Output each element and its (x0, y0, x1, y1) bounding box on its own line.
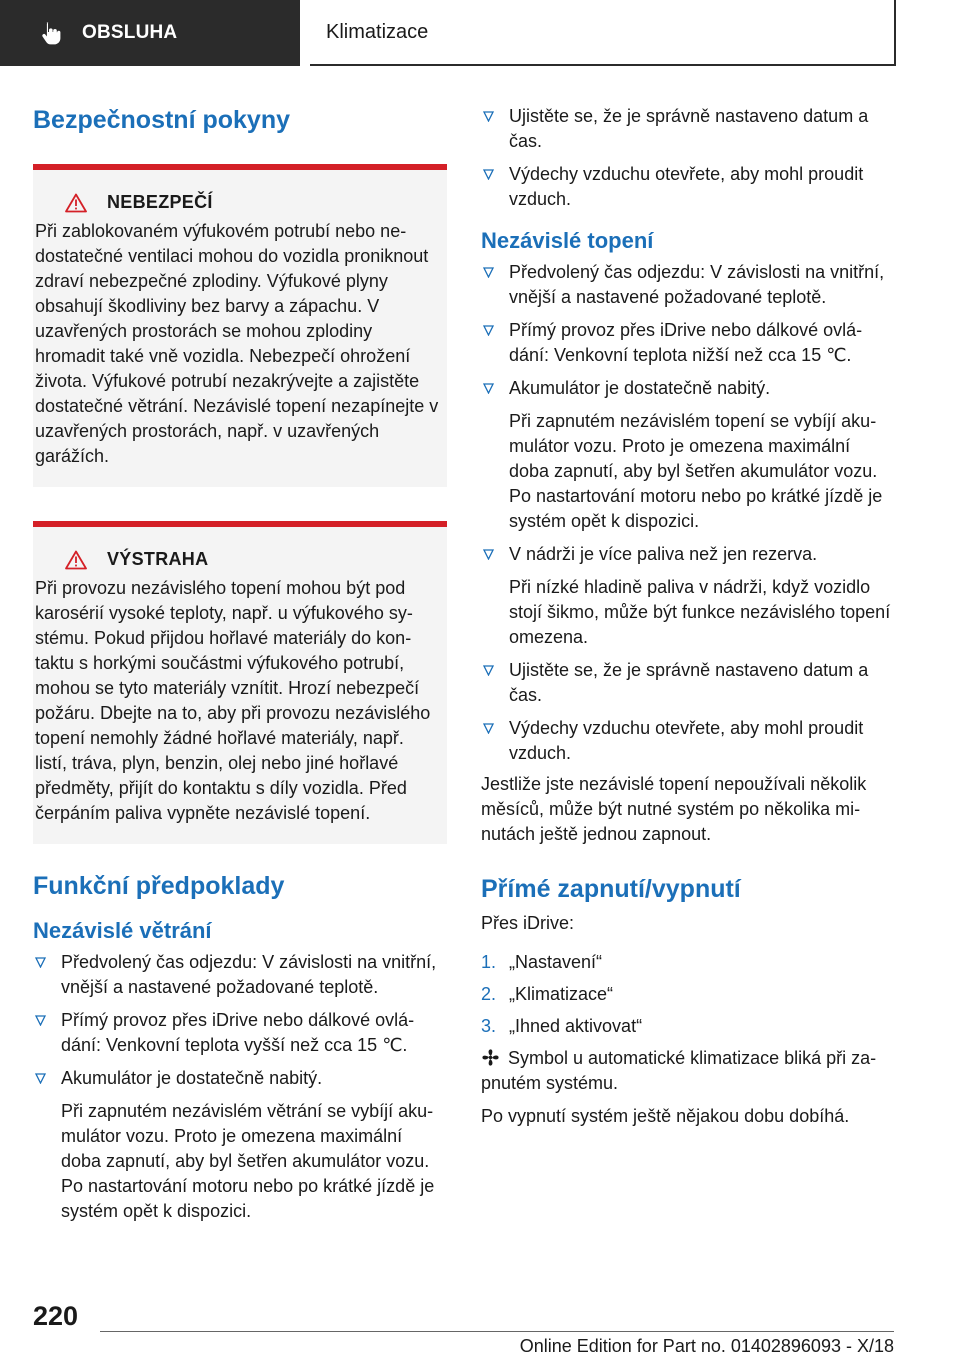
fan-icon (481, 1048, 500, 1067)
list-item (33, 1008, 447, 1058)
list-item (481, 260, 895, 310)
step-text: „Ihned aktivovat“ (509, 1016, 643, 1036)
left-column (33, 100, 447, 1232)
prerequisites-heading: Funkční předpoklady (33, 872, 285, 900)
list-item (33, 950, 447, 1000)
list-item-text: Přímý provoz přes iDrive nebo dálkové ovládání: Venkovní teplota vyšší než cca 15 ℃. (61, 1010, 415, 1055)
list-item-text: Akumulátor je dostatečně nabitý. (61, 1068, 323, 1088)
warning-box (33, 521, 447, 844)
list-item-detail: Při zapnutém nezávislém topení se vybíjí akumulátor vozu. Proto je omezena maximální doba zapnutí, aby byl šetřen akumulátor vozu. Po nastartování motoru nebo po krátké jízdě je systém opět k dispozici. (509, 411, 883, 531)
final-note: Po vypnutí systém ještě nějakou dobu dobíhá. (481, 1106, 850, 1126)
heating-list (481, 260, 895, 766)
list-item-text: Předvolený čas odjezdu: V závislosti na vnitřní, vnější a nastavené požadované teplotě. (61, 952, 437, 997)
symbol-note-text: Symbol u automatické klimatizace bliká při zapnutém systému. (481, 1048, 877, 1093)
ventilation-list (33, 950, 447, 1224)
list-item-text: V nádrži je více paliva než jen rezerva. (509, 544, 818, 564)
right-column (481, 104, 895, 1129)
heating-note: Jestliže jste nezávislé topení nepoužívali několik měsíců, může být nutné systém po několika minutách ještě jednou zapnout. (481, 774, 867, 844)
direct-switch-heading: Přímé zapnutí/vypnutí (481, 875, 741, 903)
list-item-detail: Při nízké hladině paliva v nádrži, když vozidlo stojí šikmo, může být funkce nezávislého topení omezena. (509, 577, 891, 647)
list-item-detail: Při zapnutém nezávislém větrání se vybíjí akumulátor vozu. Proto je omezena maximální doba zapnutí, aby byl šetřen akumulátor vozu. Po nastartování motoru nebo po krátké jízdě je systém opět k dispozici. (61, 1101, 435, 1221)
triangle-bullet-icon (483, 169, 494, 180)
list-item (33, 1066, 447, 1224)
triangle-bullet-icon (483, 549, 494, 560)
safety-heading: Bezpečnostní pokyny (33, 106, 290, 134)
danger-header (33, 192, 447, 213)
page-header (0, 0, 960, 66)
footer-divider (100, 1331, 894, 1332)
danger-text: Při zablokovaném výfukovém potrubí nebo nedostatečné ventilaci mohou do vozidla proniknout zdraví nebezpečné zplodiny. Výfukové plyny obsahují škodliviny bez barvy a zápachu. V uzavřených prostorách se mohou zplodiny hromadit také vně vozidla. Nebezpečí ohrožení života. Výfukové potrubí nezakrývejte a zajistěte dostatečné větrání. Nezávislé topení nezapínejte v uzavřených prostorách, např. v uzavřených garážích. (35, 221, 439, 466)
list-item (481, 1014, 895, 1039)
list-item-text: Předvolený čas odjezdu: V závislosti na vnitřní, vnější a nastavené požadované teplotě. (509, 262, 885, 307)
heating-subheading: Nezávislé topení (481, 228, 654, 253)
warning-triangle-icon (65, 550, 87, 570)
list-item (481, 542, 895, 650)
page-number: 220 (33, 1301, 79, 1331)
triangle-bullet-icon (483, 111, 494, 122)
triangle-bullet-icon (483, 267, 494, 278)
warning-header (33, 549, 447, 570)
danger-label: NEBEZPEČÍ (107, 192, 213, 212)
step-text: „Nastavení“ (509, 952, 603, 972)
symbol-note (481, 1046, 895, 1096)
list-item (481, 318, 895, 368)
list-item-text: Ujistěte se, že je správně nastaveno datum a čas. (509, 660, 869, 705)
danger-box (33, 164, 447, 487)
list-item-text: Výdechy vzduchu otevřete, aby mohl proudit vzduch. (509, 164, 864, 209)
steps-list (481, 950, 895, 1039)
step-text: „Klimatizace“ (509, 984, 614, 1004)
section-tab (0, 0, 300, 66)
ventilation-list-continued (481, 104, 895, 212)
step-number: 1. (481, 952, 497, 972)
warning-triangle-icon (65, 193, 87, 213)
list-item-text: Výdechy vzduchu otevřete, aby mohl proudit vzduch. (509, 718, 864, 763)
chapter-label: Klimatizace (326, 20, 429, 43)
section-label: OBSLUHA (82, 22, 178, 43)
triangle-bullet-icon (35, 1073, 46, 1084)
list-item (481, 950, 895, 975)
chapter-header (310, 0, 896, 66)
list-item-text: Akumulátor je dostatečně nabitý. (509, 378, 771, 398)
list-item (481, 716, 895, 766)
triangle-bullet-icon (483, 665, 494, 676)
idrive-intro: Přes iDrive: (481, 913, 575, 933)
list-item (481, 104, 895, 154)
ventilation-subheading: Nezávislé větrání (33, 918, 212, 943)
list-item (481, 376, 895, 534)
warning-text: Při provozu nezávislého topení mohou být pod karosérií vysoké teploty, např. u výfukového systému. Pokud přijdou hořlavé materiály do kontaktu s horkými součástmi výfukového potrubí, mohou se tyto materiály vznítit. Hrozí nebezpečí požáru. Dbejte na to, aby při provozu nezávislého topení nemohly žádné hořlavé materiály, např. listí, tráva, plyn, benzin, olej nebo jiné hořlavé předměty, přijít do kontaktu s díly vozidla. Před čerpáním paliva vypněte nezávislé topení. (35, 578, 431, 823)
edition-label: Online Edition for Part no. 01402896093 - X/18 (519, 1336, 894, 1356)
list-item-text: Ujistěte se, že je správně nastaveno datum a čas. (509, 106, 869, 151)
triangle-bullet-icon (35, 1015, 46, 1026)
triangle-bullet-icon (483, 723, 494, 734)
step-number: 2. (481, 984, 497, 1004)
triangle-bullet-icon (35, 957, 46, 968)
warning-label: VÝSTRAHA (107, 549, 209, 569)
list-item-text: Přímý provoz přes iDrive nebo dálkové ovládání: Venkovní teplota nižší než cca 15 ℃. (509, 320, 863, 365)
list-item (481, 982, 895, 1007)
list-item (481, 162, 895, 212)
list-item (481, 658, 895, 708)
triangle-bullet-icon (483, 325, 494, 336)
triangle-bullet-icon (483, 383, 494, 394)
step-number: 3. (481, 1016, 497, 1036)
pointing-hand-icon (38, 20, 64, 46)
